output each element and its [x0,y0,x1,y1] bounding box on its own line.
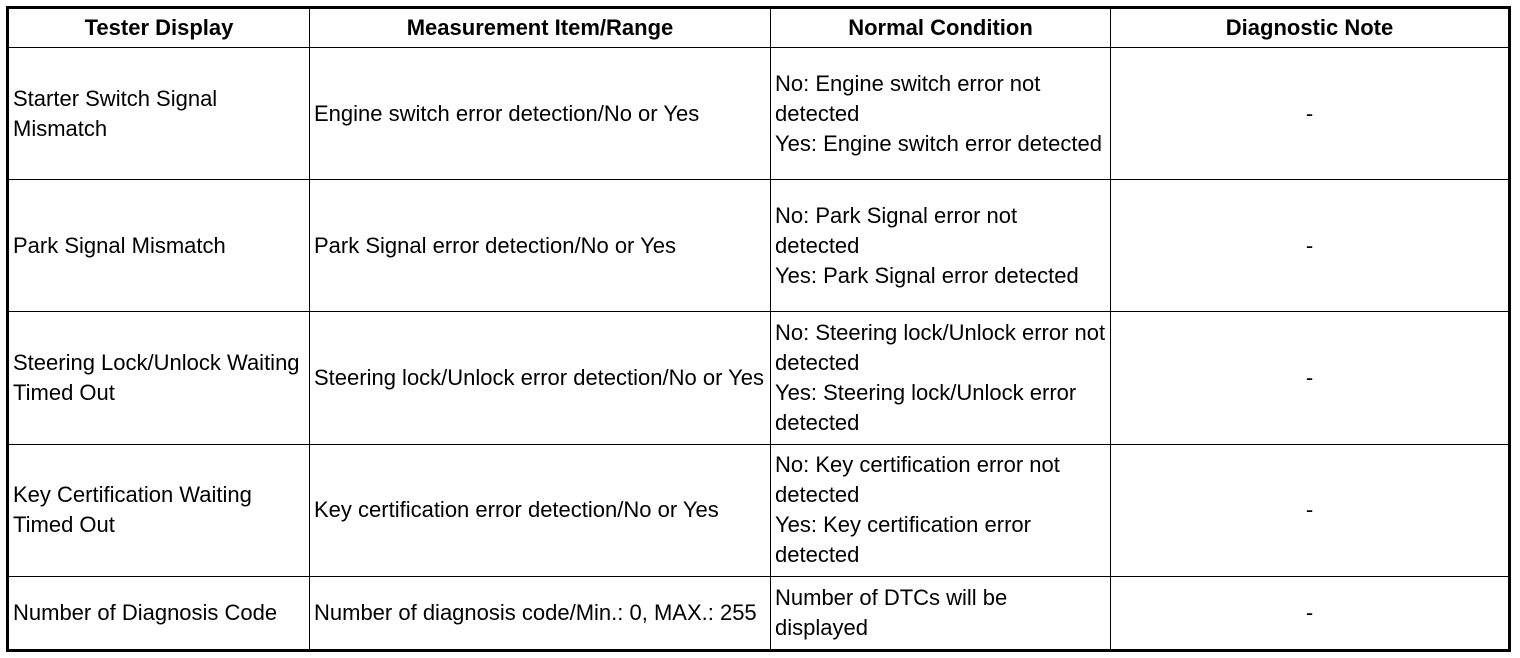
normal-condition-yes: Yes: Key certification error detected [775,512,1031,568]
table-row [8,444,1510,576]
normal-condition-no: No: Engine switch error not detected [775,70,1041,126]
normal-condition-no: No: Key certification error not detected [775,452,1060,508]
header-normal-condition: Normal Condition [771,8,1111,48]
header-diagnostic-note: Diagnostic Note [1111,8,1510,48]
header-measurement-item-range: Measurement Item/Range [310,8,771,48]
cell-normal-condition [771,180,1111,312]
cell-diagnostic-note: - [1111,48,1510,180]
cell-tester-display: Starter Switch Signal Mismatch [8,48,310,180]
cell-diagnostic-note: - [1111,576,1510,650]
cell-measurement: Engine switch error detection/No or Yes [310,48,771,180]
normal-condition-yes: Yes: Engine switch error detected [775,130,1102,156]
cell-measurement: Park Signal error detection/No or Yes [310,180,771,312]
cell-tester-display: Park Signal Mismatch [8,180,310,312]
cell-tester-display: Number of Diagnosis Code [8,576,310,650]
normal-condition-yes: Yes: Park Signal error detected [775,262,1079,288]
table-row [8,312,1510,444]
table-row [8,180,1510,312]
normal-condition-text: Number of DTCs will be displayed [775,584,1008,640]
normal-condition-no: No: Steering lock/Unlock error not detected [775,320,1106,376]
cell-normal-condition [771,576,1111,650]
cell-tester-display: Key Certification Waiting Timed Out [8,444,310,576]
cell-measurement: Steering lock/Unlock error detection/No or Yes [310,312,771,444]
data-list-table [6,6,1511,652]
table-row [8,576,1510,650]
cell-measurement: Key certification error detection/No or Yes [310,444,771,576]
cell-measurement: Number of diagnosis code/Min.: 0, MAX.: 255 [310,576,771,650]
normal-condition-yes: Yes: Steering lock/Unlock error detected [775,380,1077,436]
header-row [8,8,1510,48]
cell-diagnostic-note: - [1111,312,1510,444]
header-tester-display: Tester Display [8,8,310,48]
cell-diagnostic-note: - [1111,180,1510,312]
cell-normal-condition [771,312,1111,444]
cell-normal-condition [771,48,1111,180]
cell-diagnostic-note: - [1111,444,1510,576]
cell-normal-condition [771,444,1111,576]
table-row [8,48,1510,180]
cell-tester-display: Steering Lock/Unlock Waiting Timed Out [8,312,310,444]
normal-condition-no: No: Park Signal error not detected [775,202,1018,258]
